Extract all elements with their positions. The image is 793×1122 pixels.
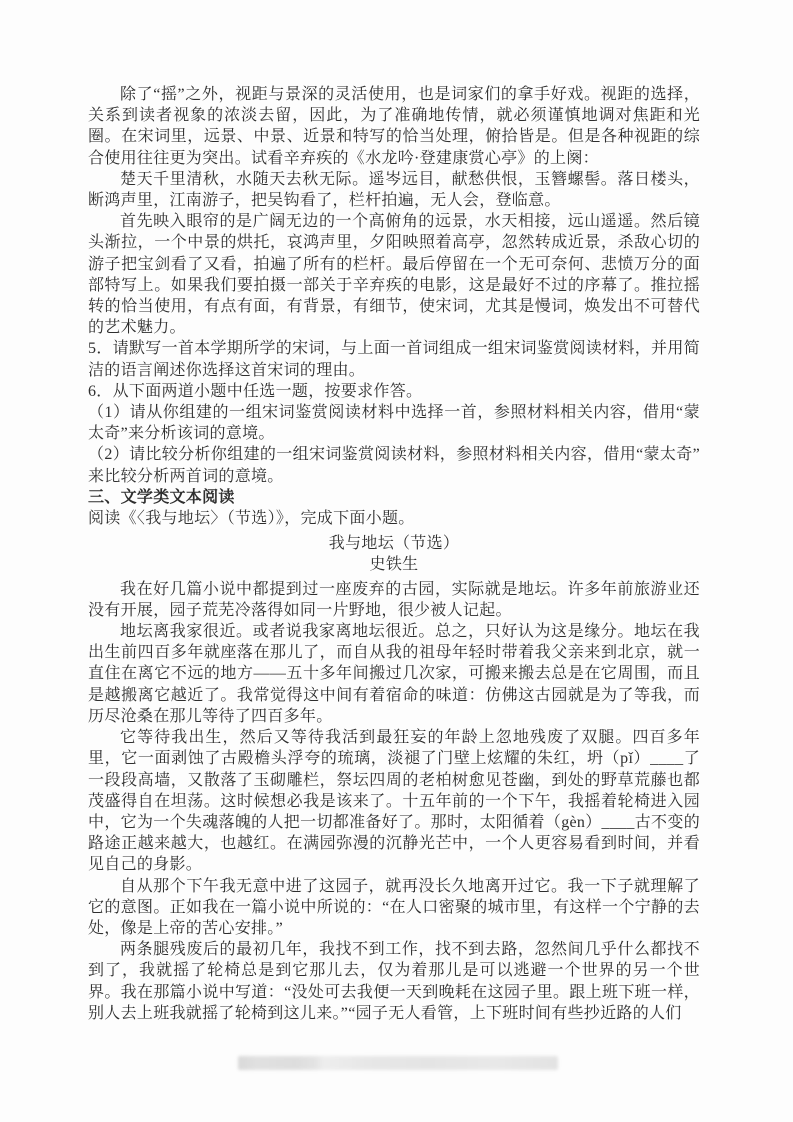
passage-author: 史铁生: [369, 556, 419, 574]
question-6-option-1: （1）请从你组建的一组宋词鉴赏阅读材料中选择一首，参照材料相关内容，借用“蒙太奇”来分析该词的意境。: [88, 404, 700, 443]
passage-paragraph: 地坛离我家很近。或者说我家离地坛很近。总之，只好认为这是缘分。地坛在我出生前四百多年就座落在那儿了，而自从我的祖母年轻时带着我父亲来到北京，就一直住在离它不远的地方——五十多年间搬过几次家，可搬来搬去总是在它周围，而且是越搬离它越近了。我常觉得这中间有着宿命的味道：仿佛这古园就是为了等我，而历尽沧桑在那儿等待了四百多年。: [88, 623, 700, 725]
document-text-block: [88, 84, 700, 1024]
poem-quote-shuilongyin: 楚天千里清秋，水随天去秋无际。遥岑远目，献愁供恨，玉簪螺髻。落日楼头，断鸿声里，江南游子，把吴钩看了，栏杆拍遍，无人会，登临意。: [88, 170, 700, 210]
question-5: 5．请默写一首本学期所学的宋词，与上面一首词组成一组宋词鉴赏阅读材料，并用简洁的语言阐述你选择这首宋词的理由。: [88, 340, 700, 379]
passage-paragraph: 自从那个下午我无意中进了这园子，就再没长久地离开过它。我一下子就理解了它的意图。正如我在一篇小说中所说的：“在人口密聚的城市里，有这样一个宁静的去处，像是上帝的苦心安排。”: [88, 877, 700, 937]
passage-title: 我与地坛（节选）: [328, 535, 460, 553]
section-heading-literary-reading: 三、文学类文本阅读: [88, 488, 235, 506]
passage-paragraph: 它等待我出生，然后又等待我活到最狂妄的年龄上忽地残废了双腿。四百多年里，它一面剥蚀了古殿檐头浮夸的琉璃，淡褪了门壁上炫耀的朱红，坍（pǐ）____了一段段高墙，又散落了玉砌雕栏，祭坛四周的老柏树愈见苍幽，到处的野草荒藤也都茂盛得自在坦荡。这时候想必我是该来了。十五年前的一个下午，我摇着轮椅进入园中，它为一个失魂落魄的人把一切都准备好了。那时，太阳循着（gèn）____古不变的路途正越来越大，也越红。在满园弥漫的沉静光芒中，一个人更容易看到时间，并看见自己的身影。: [88, 729, 700, 874]
watermark-bar: [238, 1056, 558, 1070]
passage-paragraph: 两条腿残废后的最初几年，我找不到工作，找不到去路，忽然间几乎什么都找不到了，我就摇了轮椅总是到它那儿去，仅为着那儿是可以逃避一个世界的另一个世界。我在那篇小说中写道：“没处可去我便一天到晚耗在这园子里。跟上班下班一样，别人去上班我就摇了轮椅到这儿来。”“园子无人看管，上下班时间有些抄近路的人们: [88, 941, 700, 1022]
passage-paragraph: 我在好几篇小说中都提到过一座废弃的古园，实际就是地坛。许多年前旅游业还没有开展，园子荒芜冷落得如同一片野地，很少被人记起。: [88, 580, 700, 619]
essay-paragraph-camera-technique: 除了“摇”之外，视距与景深的灵活使用，也是词家们的拿手好戏。视距的选择，关系到读者视象的浓淡去留，因此，为了准确地传情，就必须谨慎地调对焦距和光圈。在宋词里，远景、中景、近景和特写的恰当处理，俯拾皆是。但是各种视距的综合使用往往更为突出。试看辛弃疾的《水龙吟·登建康赏心亭》的上阕：: [88, 86, 700, 167]
essay-paragraph-montage-analysis: 首先映入眼帘的是广阔无边的一个高俯角的远景，水天相接，远山遥遥。然后镜头渐拉，一个中景的烘托，哀鸿声里，夕阳映照着高亭，忽然转成近景，杀敌心切的游子把宝剑看了又看，拍遍了所有的栏杆。最后停留在一个无可奈何、悲愤万分的面部特写上。如果我们要拍摄一部关于辛弃疾的电影，这是最好不过的序幕了。推拉摇转的恰当使用，有点有面，有背景，有细节，使宋词，尤其是慢词，焕发出不可替代的艺术魅力。: [88, 213, 700, 337]
question-6: 6．从下面两道小题中任选一题，按要求作答。: [88, 382, 423, 400]
reading-instruction: 阅读《〈我与地坛〉（节选）》，完成下面小题。: [88, 510, 415, 528]
question-6-option-2: （2）请比较分析你组建的一组宋词鉴赏阅读材料，参照材料相关内容，借用“蒙太奇”来比较分析两首词的意境。: [88, 446, 700, 485]
